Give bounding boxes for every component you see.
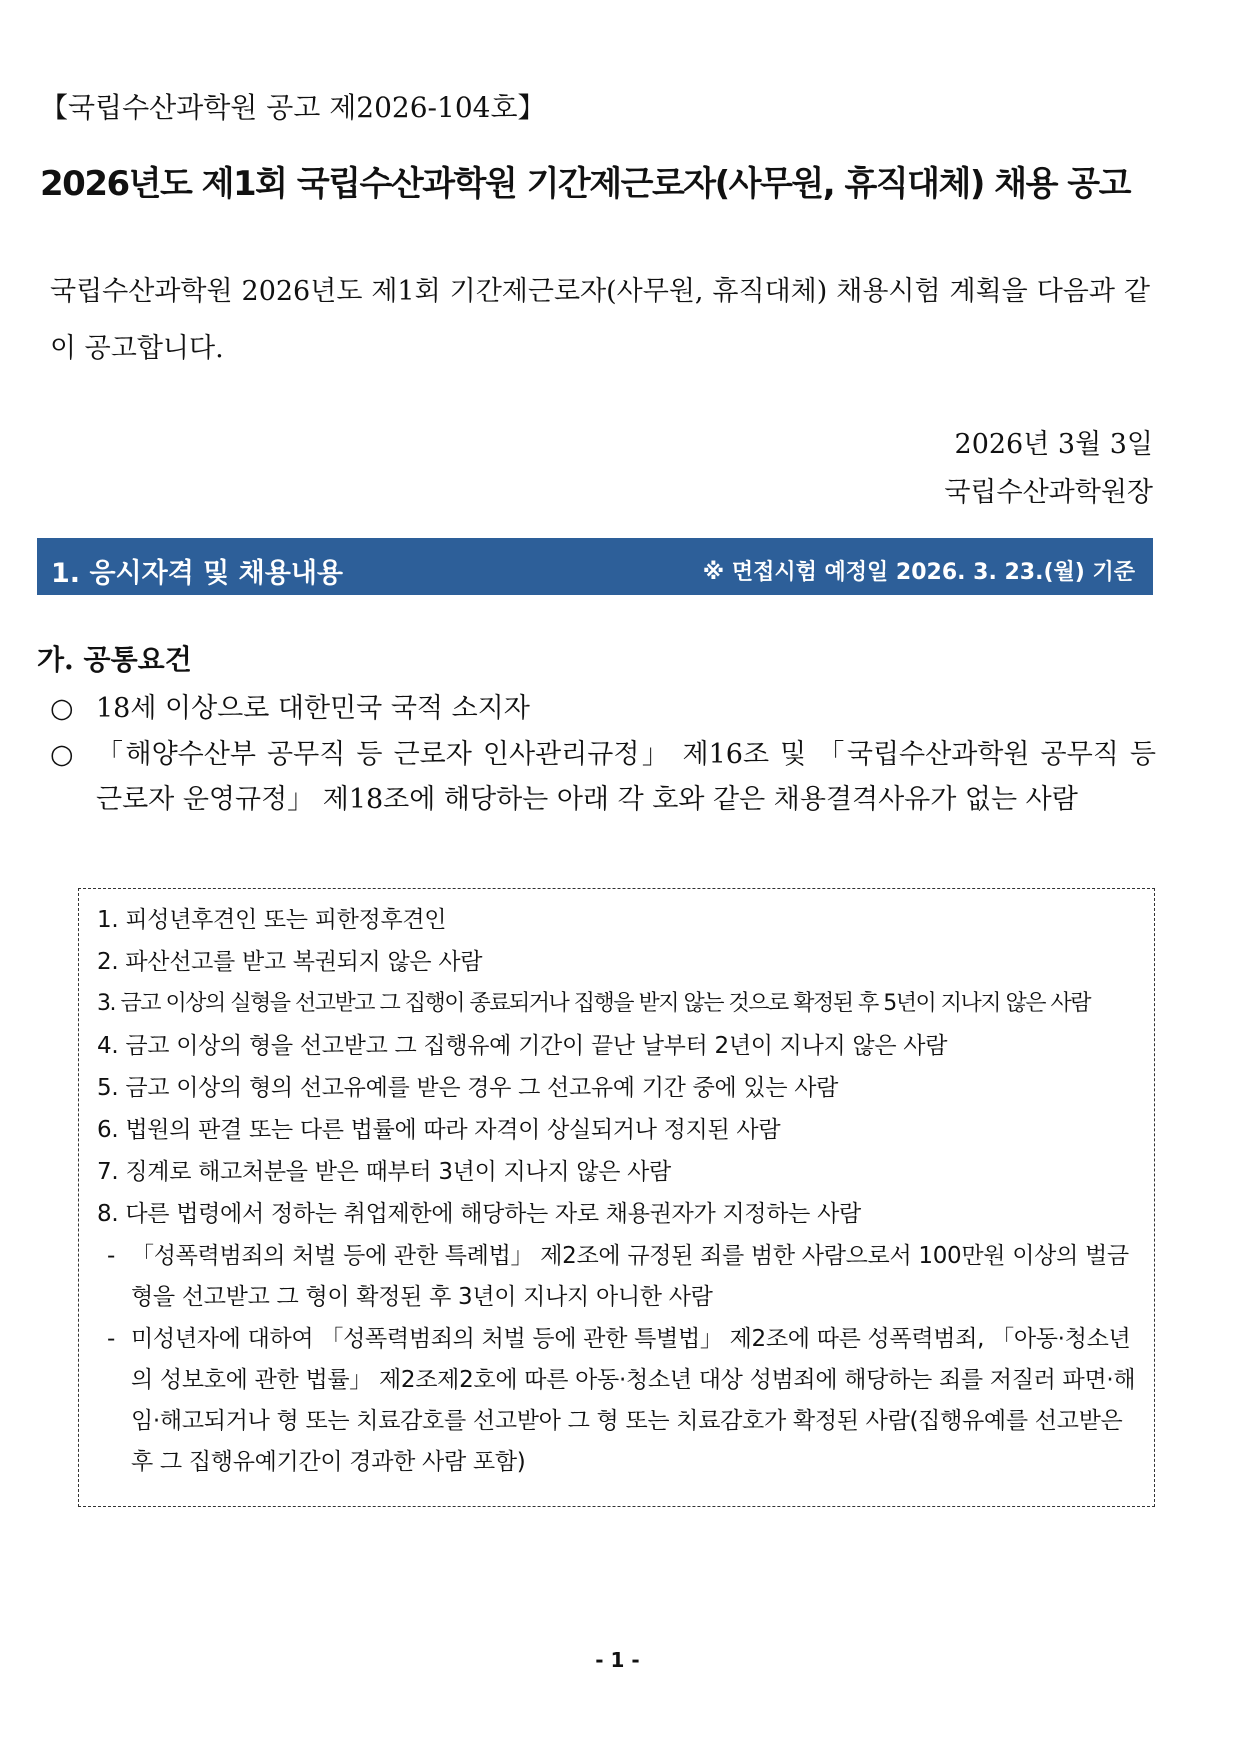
disqualification-box	[78, 888, 1155, 1507]
disqualification-item: 8. 다른 법령에서 정하는 취업제한에 해당하는 자로 채용권자가 지정하는 사람	[97, 1201, 861, 1227]
disqualification-sub-item	[107, 1236, 1137, 1318]
disqualification-item: 4. 금고 이상의 형을 선고받고 그 집행유예 기간이 끝난 날부터 2년이 지나지 않은 사람	[97, 1033, 948, 1059]
subsection-heading: 가. 공통요건	[37, 643, 192, 676]
disqualification-item: 1. 피성년후견인 또는 피한정후견인	[97, 907, 447, 933]
condition-list	[50, 686, 1156, 823]
condition-item	[50, 686, 1156, 731]
disqualification-sub-item	[107, 1319, 1137, 1483]
condition-item	[50, 732, 1156, 822]
document-title: 2026년도 제1회 국립수산과학원 기간제근로자(사무원, 휴직대체) 채용 공고	[40, 164, 1130, 204]
page-number: - 1 -	[595, 1648, 640, 1672]
dash-bullet-icon: -	[107, 1326, 115, 1352]
issuer-name: 국립수산과학원장	[944, 477, 1153, 508]
dash-bullet-icon: -	[107, 1243, 115, 1269]
notice-number: 【국립수산과학원 공고 제2026-104호】	[40, 91, 546, 124]
disqualification-sub-list	[107, 1236, 1137, 1484]
circle-bullet-icon: ○	[50, 693, 74, 724]
disqualification-item: 7. 징계로 해고처분을 받은 때부터 3년이 지나지 않은 사람	[97, 1159, 671, 1185]
sub-item-text: 미성년자에 대하여 「성폭력범죄의 처벌 등에 관한 특별법」 제2조에 따른 성폭력범죄, 「아동·청소년의 성보호에 관한 법률」 제2조제2호에 따른 아동·청소년 대상 성범죄에 해당하는 죄를 저질러 파면·해임·해고되거나 형 또는 치료감호를 선고받아 그 형 또는 치료감호가 확정된 사람(집행유예를 선고받은 후 그 집행유예기간이 경과한 사람 포함)	[131, 1326, 1136, 1475]
disqualification-item: 5. 금고 이상의 형의 선고유예를 받은 경우 그 선고유예 기간 중에 있는 사람	[97, 1075, 839, 1101]
disqualification-item: 3. 금고 이상의 실형을 선고받고 그 집행이 종료되거나 집행을 받지 않는 것으로 확정된 후 5년이 지나지 않은 사람	[97, 991, 1090, 1016]
condition-text: 18세 이상으로 대한민국 국적 소지자	[96, 693, 530, 724]
disqualification-item: 2. 파산선고를 받고 복권되지 않은 사람	[97, 949, 483, 975]
disqualification-list	[97, 899, 1137, 1235]
sub-item-text: 「성폭력범죄의 처벌 등에 관한 특례법」 제2조에 규정된 죄를 범한 사람으로서 100만원 이상의 벌금형을 선고받고 그 형이 확정된 후 3년이 지나지 아니한 사람	[131, 1243, 1129, 1310]
notice-date: 2026년 3월 3일	[954, 429, 1153, 460]
section-title: 1. 응시자격 및 채용내용	[51, 558, 343, 589]
disqualification-item: 6. 법원의 판결 또는 다른 법률에 따라 자격이 상실되거나 정지된 사람	[97, 1117, 781, 1143]
intro-paragraph: 국립수산과학원 2026년도 제1회 기간제근로자(사무원, 휴직대체) 채용시험 계획을 다음과 같이 공고합니다.	[50, 276, 1150, 364]
section-note: ※ 면접시험 예정일 2026. 3. 23.(월) 기준	[702, 560, 1135, 585]
section-header-bar	[37, 538, 1153, 595]
condition-text: 「해양수산부 공무직 등 근로자 인사관리규정」 제16조 및 「국립수산과학원 공무직 등 근로자 운영규정」 제18조에 해당하는 아래 각 호와 같은 채용결격사유가 없는 사람	[96, 739, 1156, 815]
circle-bullet-icon: ○	[50, 739, 74, 770]
